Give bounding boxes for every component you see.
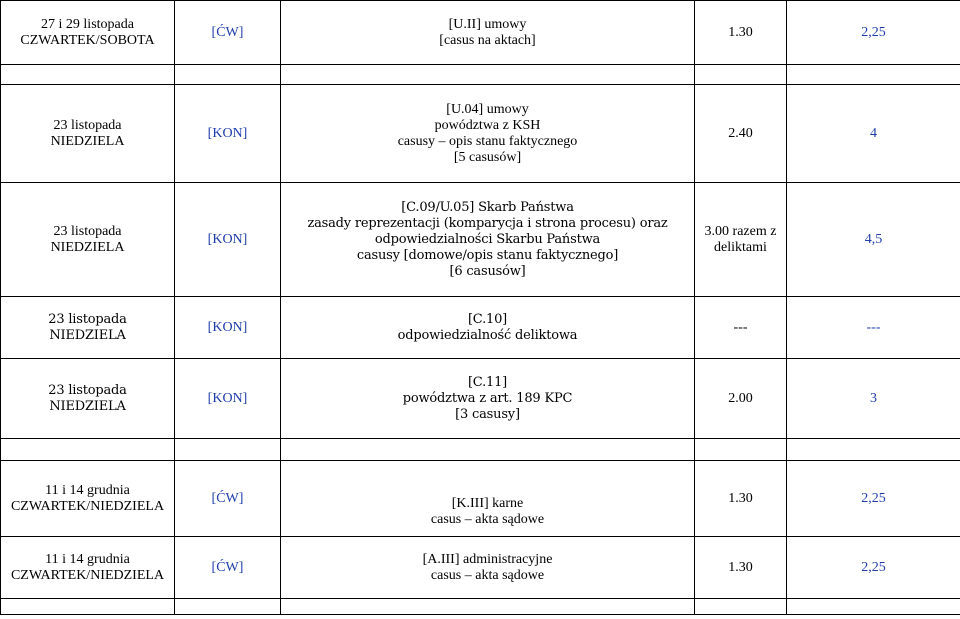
topic-line: casusy – opis stanu faktycznego: [397, 133, 578, 149]
class-type-cell: [ĆW]: [175, 461, 281, 537]
date-cell: [1, 85, 175, 183]
table-row: [1, 297, 960, 359]
topic-line: [C.10]: [467, 311, 508, 327]
topic-line: zasady reprezentacji (komparycja i strona procesu) oraz: [307, 215, 668, 231]
class-type-cell: [KON]: [175, 85, 281, 183]
date-cell: [1, 359, 175, 439]
hours-text: deliktami: [714, 239, 767, 255]
hours-text: 2.00: [728, 390, 753, 406]
topic-line: odpowiedzialność deliktowa: [397, 327, 578, 343]
hours-cell: [695, 1, 787, 65]
class-type-cell: [KON]: [175, 359, 281, 439]
weekday-text: NIEDZIELA: [49, 327, 126, 343]
table-row: [1, 537, 960, 599]
weekday-text: CZWARTEK/NIEDZIELA: [10, 567, 165, 583]
hours-text: 1.30: [728, 490, 753, 506]
hours-text: ---: [733, 319, 748, 335]
topic-line: [A.III] administracyjne: [422, 551, 553, 567]
hours-cell: [695, 85, 787, 183]
class-type-cell: [ĆW]: [175, 1, 281, 65]
date-cell: [1, 537, 175, 599]
hours-cell: [695, 359, 787, 439]
table-row: [1, 1, 960, 65]
topic-line: [C.11]: [467, 374, 508, 390]
class-type-cell: [KON]: [175, 297, 281, 359]
table-row: [1, 85, 960, 183]
topic-cell: [281, 537, 695, 599]
topic-cell: [281, 183, 695, 297]
weekday-text: NIEDZIELA: [50, 239, 125, 255]
table-row: [1, 461, 960, 537]
topic-cell: [281, 1, 695, 65]
points-cell: 2,25: [787, 537, 960, 599]
points-cell: 4,5: [787, 183, 960, 297]
topic-line: [C.09/U.05] Skarb Państwa: [401, 199, 574, 215]
topic-line: [U.II] umowy: [448, 16, 527, 32]
date-text: 11 i 14 grudnia: [45, 551, 130, 567]
topic-line: [3 casusy]: [455, 406, 520, 422]
weekday-text: NIEDZIELA: [49, 398, 126, 414]
hours-text: 1.30: [728, 24, 753, 40]
spacer-row: [1, 599, 960, 615]
date-text: 27 i 29 listopada: [41, 16, 134, 32]
spacer-row: [1, 439, 960, 461]
date-cell: [1, 183, 175, 297]
date-text: 23 listopada: [53, 117, 122, 133]
topic-cell: [281, 359, 695, 439]
date-text: 23 listopada: [48, 311, 127, 327]
weekday-text: NIEDZIELA: [50, 133, 125, 149]
topic-line: casusy [domowe/opis stanu faktycznego]: [356, 247, 619, 263]
date-text: 11 i 14 grudnia: [45, 482, 130, 498]
topic-line: odpowiedzialności Skarbu Państwa: [374, 231, 601, 247]
topic-line: [U.04] umowy: [446, 101, 529, 117]
spacer-row: [1, 65, 960, 85]
hours-text: 3.00 razem z: [704, 223, 777, 239]
date-text: 23 listopada: [53, 223, 122, 239]
topic-line: casus – akta sądowe: [430, 511, 545, 527]
topic-line: [K.III] karne: [451, 495, 524, 511]
date-cell: [1, 461, 175, 537]
hours-cell: [695, 297, 787, 359]
date-cell: [1, 1, 175, 65]
points-cell: ---: [787, 297, 960, 359]
table-row: [1, 359, 960, 439]
points-cell: 4: [787, 85, 960, 183]
topic-cell: [281, 85, 695, 183]
topic-line: powództwa z art. 189 KPC: [402, 390, 573, 406]
weekday-text: CZWARTEK/NIEDZIELA: [10, 498, 165, 514]
class-type-cell: [KON]: [175, 183, 281, 297]
hours-text: 2.40: [728, 125, 753, 141]
topic-line: [6 casusów]: [449, 263, 526, 279]
points-cell: 3: [787, 359, 960, 439]
topic-cell: [281, 461, 695, 537]
hours-cell: [695, 537, 787, 599]
hours-cell: [695, 183, 787, 297]
weekday-text: CZWARTEK/SOBOTA: [20, 32, 155, 48]
date-text: 23 listopada: [48, 382, 127, 398]
topic-line: [5 casusów]: [453, 149, 522, 165]
hours-cell: [695, 461, 787, 537]
topic-line: powództwa z KSH: [434, 117, 541, 133]
points-cell: 2,25: [787, 461, 960, 537]
topic-cell: [281, 297, 695, 359]
topic-line: casus – akta sądowe: [430, 567, 545, 583]
hours-text: 1.30: [728, 559, 753, 575]
topic-line: [casus na aktach]: [439, 32, 536, 48]
date-cell: [1, 297, 175, 359]
table-row: [1, 183, 960, 297]
points-cell: 2,25: [787, 1, 960, 65]
class-type-cell: [ĆW]: [175, 537, 281, 599]
